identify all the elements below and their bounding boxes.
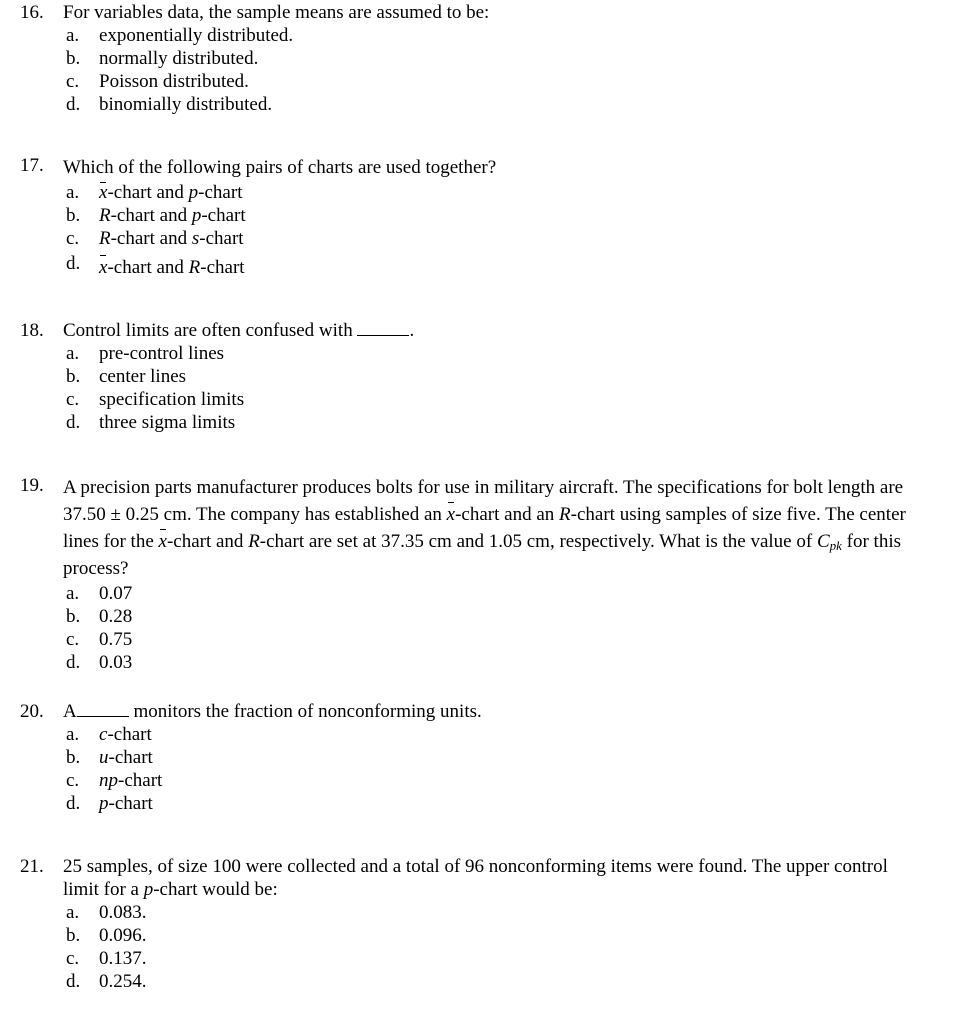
option-b[interactable] — [66, 365, 950, 388]
option-text: 0.083. — [99, 902, 147, 923]
question-text: Which of the following pairs of charts are used together? — [63, 157, 497, 178]
option-text: 0.254. — [99, 971, 147, 992]
option-text: exponentially distributed. — [99, 25, 294, 46]
question-21 — [20, 855, 950, 993]
option-c[interactable] — [66, 769, 950, 792]
option-letter: c. — [66, 948, 80, 969]
x-bar-symbol: x — [159, 528, 167, 555]
option-text: pre-control lines — [99, 343, 225, 364]
option-letter: d. — [66, 793, 81, 814]
option-d[interactable] — [66, 651, 950, 674]
options-list — [66, 582, 950, 674]
option-letter: d. — [66, 253, 81, 274]
option-letter: c. — [66, 71, 80, 92]
option-letter: a. — [66, 182, 80, 203]
option-letter: b. — [66, 747, 81, 768]
option-text: binomially distributed. — [99, 94, 273, 115]
option-a[interactable] — [66, 582, 950, 605]
option-c[interactable] — [66, 70, 950, 93]
option-letter: b. — [66, 48, 81, 69]
option-text: 0.096. — [99, 925, 147, 946]
option-text: normally distributed. — [99, 48, 259, 69]
option-c[interactable] — [66, 227, 950, 250]
option-text: specification limits — [99, 389, 245, 410]
option-letter: d. — [66, 971, 81, 992]
options-list — [66, 181, 950, 277]
option-text: 0.07 — [99, 583, 133, 604]
option-b[interactable] — [66, 204, 950, 227]
question-text: A monitors the fraction of nonconforming units. — [63, 701, 482, 722]
option-letter: a. — [66, 724, 80, 745]
option-text: x-chart and p-chart — [99, 182, 243, 203]
option-text: center lines — [99, 366, 187, 387]
option-c[interactable] — [66, 628, 950, 651]
option-text: u-chart — [99, 747, 153, 768]
option-text: x-chart and R-chart — [99, 254, 245, 281]
question-text: A precision parts manufacturer produces bolts for use in military aircraft. The specifications for bolt length are 37.50 ± 0.25 cm. The company has established an x-chart and an R-chart using samples of size five. The center lines for the x-chart and R-chart are set at 37.35 cm and 1.05 cm, respectively. What is the value of $C_{pk}$ for this process? — [63, 477, 906, 579]
fill-in-blank — [357, 334, 409, 336]
option-c[interactable] — [66, 947, 950, 970]
option-letter: c. — [66, 389, 80, 410]
fill-in-blank — [77, 715, 129, 717]
option-letter: a. — [66, 583, 80, 604]
option-a[interactable] — [66, 342, 950, 365]
question-text: 25 samples, of size 100 were collected and a total of 96 nonconforming items were found. The upper control limit for a p-chart would be: — [63, 856, 888, 900]
option-text: 0.75 — [99, 629, 133, 650]
option-text: 0.28 — [99, 606, 133, 627]
option-letter: b. — [66, 205, 81, 226]
option-c[interactable] — [66, 388, 950, 411]
question-number: 16. — [20, 2, 44, 23]
option-letter: b. — [66, 606, 81, 627]
option-letter: a. — [66, 902, 80, 923]
option-a[interactable] — [66, 723, 950, 746]
option-d[interactable] — [66, 93, 950, 116]
question-number: 19. — [20, 475, 44, 496]
option-d[interactable] — [66, 411, 950, 434]
option-d[interactable] — [66, 970, 950, 993]
question-17 — [20, 154, 950, 277]
x-bar-symbol: x — [99, 182, 108, 203]
option-letter: c. — [66, 629, 80, 650]
options-list — [66, 24, 950, 116]
options-list — [66, 901, 950, 993]
option-letter: a. — [66, 25, 80, 46]
option-letter: c. — [66, 770, 80, 791]
option-letter: b. — [66, 925, 81, 946]
option-d[interactable] — [66, 250, 950, 277]
option-a[interactable] — [66, 24, 950, 47]
question-number: 17. — [20, 155, 44, 176]
option-a[interactable] — [66, 181, 950, 204]
question-number: 20. — [20, 701, 44, 722]
x-bar-symbol: x — [447, 501, 455, 528]
question-text: For variables data, the sample means are assumed to be: — [63, 2, 490, 23]
option-letter: d. — [66, 94, 81, 115]
option-text: three sigma limits — [99, 412, 236, 433]
option-b[interactable] — [66, 47, 950, 70]
option-text: R-chart and s-chart — [99, 228, 244, 249]
option-text: np-chart — [99, 770, 163, 791]
option-letter: a. — [66, 343, 80, 364]
question-19 — [20, 474, 950, 674]
option-letter: d. — [66, 412, 81, 433]
option-b[interactable] — [66, 605, 950, 628]
options-list — [66, 723, 950, 815]
option-letter: d. — [66, 652, 81, 673]
x-bar-symbol: x — [99, 254, 107, 281]
option-a[interactable] — [66, 901, 950, 924]
options-list — [66, 342, 950, 434]
option-letter: b. — [66, 366, 81, 387]
option-text: 0.137. — [99, 948, 147, 969]
question-20 — [20, 700, 950, 815]
option-text: R-chart and p-chart — [99, 205, 246, 226]
question-number: 18. — [20, 320, 44, 341]
option-text: p-chart — [99, 793, 153, 814]
option-b[interactable] — [66, 924, 950, 947]
question-16 — [20, 1, 950, 116]
question-text: Control limits are often confused with . — [63, 320, 415, 341]
option-b[interactable] — [66, 746, 950, 769]
option-d[interactable] — [66, 792, 950, 815]
option-text: c-chart — [99, 724, 152, 745]
option-text: Poisson distributed. — [99, 71, 249, 92]
question-18 — [20, 319, 950, 434]
option-letter: c. — [66, 228, 80, 249]
option-text: 0.03 — [99, 652, 133, 673]
question-number: 21. — [20, 856, 44, 877]
